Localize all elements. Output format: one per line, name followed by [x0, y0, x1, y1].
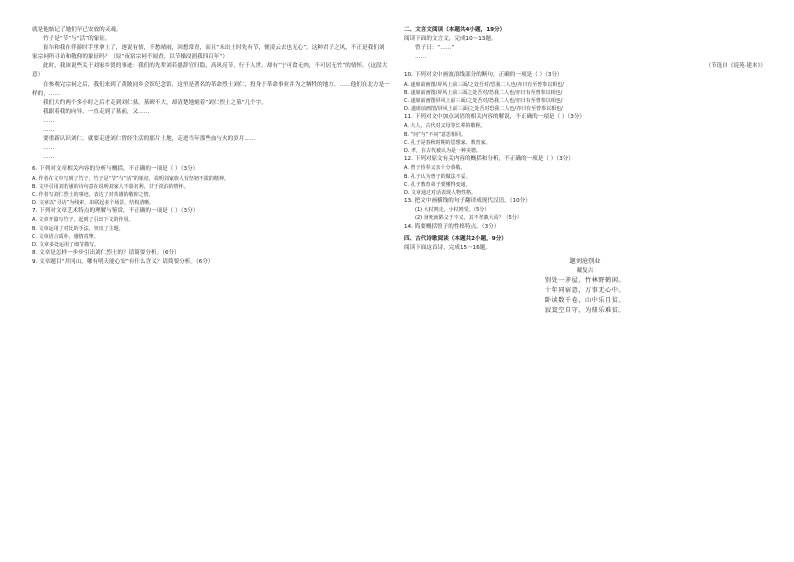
classical-text: …… — [415, 54, 427, 61]
question-14: 14. 简要概括曾子的性格特点。（3分） — [404, 223, 500, 230]
option: A. 作者在文中写到了竹子，竹子是“节”与“活”的象征，说明刘家族人有坚韧不拔的精神。 — [32, 175, 229, 182]
paragraph: 竹子是“节”与“活”的象征。 — [43, 36, 111, 43]
paragraph: …… — [43, 117, 55, 124]
translation-line: (2) 身死而陷父于不义，其不孝孰大焉？（5分） — [415, 215, 522, 222]
paragraph: 要重新认识刘仁，就要走进刘仁曾经生活的那片土地，走进当年那些血与火的岁月…… — [43, 136, 256, 143]
paragraph: …… — [43, 145, 55, 152]
paragraph: …… — [43, 127, 55, 134]
paragraph: 我跟着我的向导，一直走到了墓前，又…… — [43, 108, 150, 115]
paragraph: 在参观完宗祠之后，我们来到了黄陂同乡会馆纪念馆，这里是著名的革命烈士刘仁，投身于革命事业并为之牺牲的地方。……他们在北方是一样的，…… — [32, 81, 390, 97]
option: C. 作者写刘仁烈士的事迹，表达了对英雄的敬仰之情。 — [32, 191, 154, 198]
section-2-heading: 二、文言文阅读（本题共4小题，19分） — [404, 27, 506, 33]
option: D. 文章通过对话表现人物性格。 — [404, 189, 477, 196]
poem-author: 戴复古 — [576, 267, 594, 274]
section-2-intro: 阅读下面的文言文，完成10～13题。 — [404, 36, 497, 43]
option: C. 孔子教育弟子要懂得变通。 — [404, 181, 471, 188]
option: A. 文章开篇写竹子，起到了引出下文的作用。 — [32, 217, 134, 224]
option: B. 遂席前画图/屏风上前三面之处吾对/恐我二人也/亦曰有至曾参以相也/ — [404, 89, 563, 96]
question-7: 7. 下列对文章艺术特点的理解与鉴赏，不正确的一项是（ ）（3分） — [32, 208, 199, 215]
section-4-heading: 四、古代诗歌阅读（本题共2小题，9分） — [404, 235, 507, 242]
section-4-intro: 阅读下面这首诗，完成15～16题。 — [404, 244, 491, 251]
question-11: 11. 下列对文中加点词语的相关内容的解说，不正确的一项是（ ）（3分） — [404, 114, 586, 121]
option: A. 大人，古代对父母等长辈的敬称。 — [404, 123, 486, 130]
question-13: 13. 把文中画横线的句子翻译成现代汉语。（10分） — [404, 198, 531, 205]
option: C. 遂席前画图屏风上前三面/之处吾对/恐我二人也/亦曰有至曾参以相也/ — [404, 97, 563, 104]
option: C. 文章语言质朴，感情真挚。 — [32, 233, 99, 240]
question-8: 8. 文章是怎样一步步引出刘仁烈士的？请简要分析。（6分） — [32, 250, 180, 257]
classical-text: 曾子曰：“……” — [415, 45, 455, 52]
option: B. “问”与“不问”意思相同。 — [404, 131, 466, 138]
poem-title: 题刘沧别业 — [569, 257, 601, 265]
option: C. 孔子是春秋时期的思想家、教育家。 — [404, 139, 491, 146]
paragraph: 此时，我该说些关于刘家乡贤的事迹：我们的先辈刘若愚辞官归隐，高风亮节，行于人世，却有“宁可食无肉，不可居无竹”的情怀。（这段大意） — [32, 63, 388, 79]
question-9: 9. 文章题目“井冈山，哪有明天能心安”有什么含义？请简要分析。（6分） — [32, 259, 214, 266]
option: B. 文章运用了对比的手法，突出了主题。 — [32, 225, 124, 232]
poem-line: 别处一茅屋，竹林野鹤闲。 — [544, 276, 626, 284]
poem-line: 卧读数千卷，山中乐且贫。 — [544, 296, 626, 304]
poem — [404, 257, 766, 316]
option: A. 遂席前画图/屏风上前三面/之处吾对/恐我二人也/亦曰有至曾参以相也/ — [404, 81, 564, 88]
option: D. 遂席前画图/屏风上前三面/之处吾对恐我二人也/亦曰有至曾参以相也/ — [404, 106, 563, 113]
paragraph: 崔尔和我在伴游时手里拿上了，逐说有情，不愁晴雨，回想常青，而且“未出土时先有节，便凌云去也无心”。这种君子之风，不正是我们刘家宗祠所寻访和敬仰的象征吗？（原“夜宿宗祠不闻香，以节操浸润我四百年”） — [32, 45, 385, 61]
left-column — [32, 26, 390, 556]
translation-line: (1) 大杖则走，小杖则受。（5分） — [415, 207, 490, 214]
poem-line: 寂寞空自守，为鼎乐难贫。 — [544, 306, 626, 314]
paragraph: …… — [43, 154, 55, 161]
paragraph: 就是他惦记了她们早已安放的灵魂。 — [32, 27, 122, 33]
option: D. 孝，在古代被认为是一种美德。 — [404, 148, 482, 155]
option: D. 文章多处运用了细节描写。 — [32, 242, 100, 249]
question-6: 6. 下列对文章相关内容的分析与概括，不正确的一项是（ ）（3分） — [32, 166, 199, 173]
paragraph: 我们大约两个多小时之后才走到刘仁墓，墓碑不大，却清楚地刻着“刘仁烈士之墓”几个字。 — [43, 99, 267, 106]
option: A. 曾子侍奉父亲十分恭敬。 — [404, 165, 466, 172]
right-column — [404, 26, 766, 556]
option: B. 文中引用刘若愚的诗句意在说明刘家人不慕名利、甘于淡泊的情怀。 — [32, 183, 189, 190]
question-10: 10. 下列对文中画波浪线部分的断句，正确的一项是（ ）（3分） — [404, 72, 563, 79]
option: B. 孔子认为曾子的做法不妥。 — [404, 173, 471, 180]
option: D. 文章以“寻访”为线索，串联起多个场景，结构清晰。 — [32, 200, 155, 207]
poem-line: 十年同宿意，万事无心中。 — [544, 286, 626, 294]
question-12: 12. 下列对原文有关内容的概括和分析，不正确的一项是（ ）（3分） — [404, 156, 574, 163]
text-source: （节选自《说苑·建本》） — [705, 63, 766, 70]
